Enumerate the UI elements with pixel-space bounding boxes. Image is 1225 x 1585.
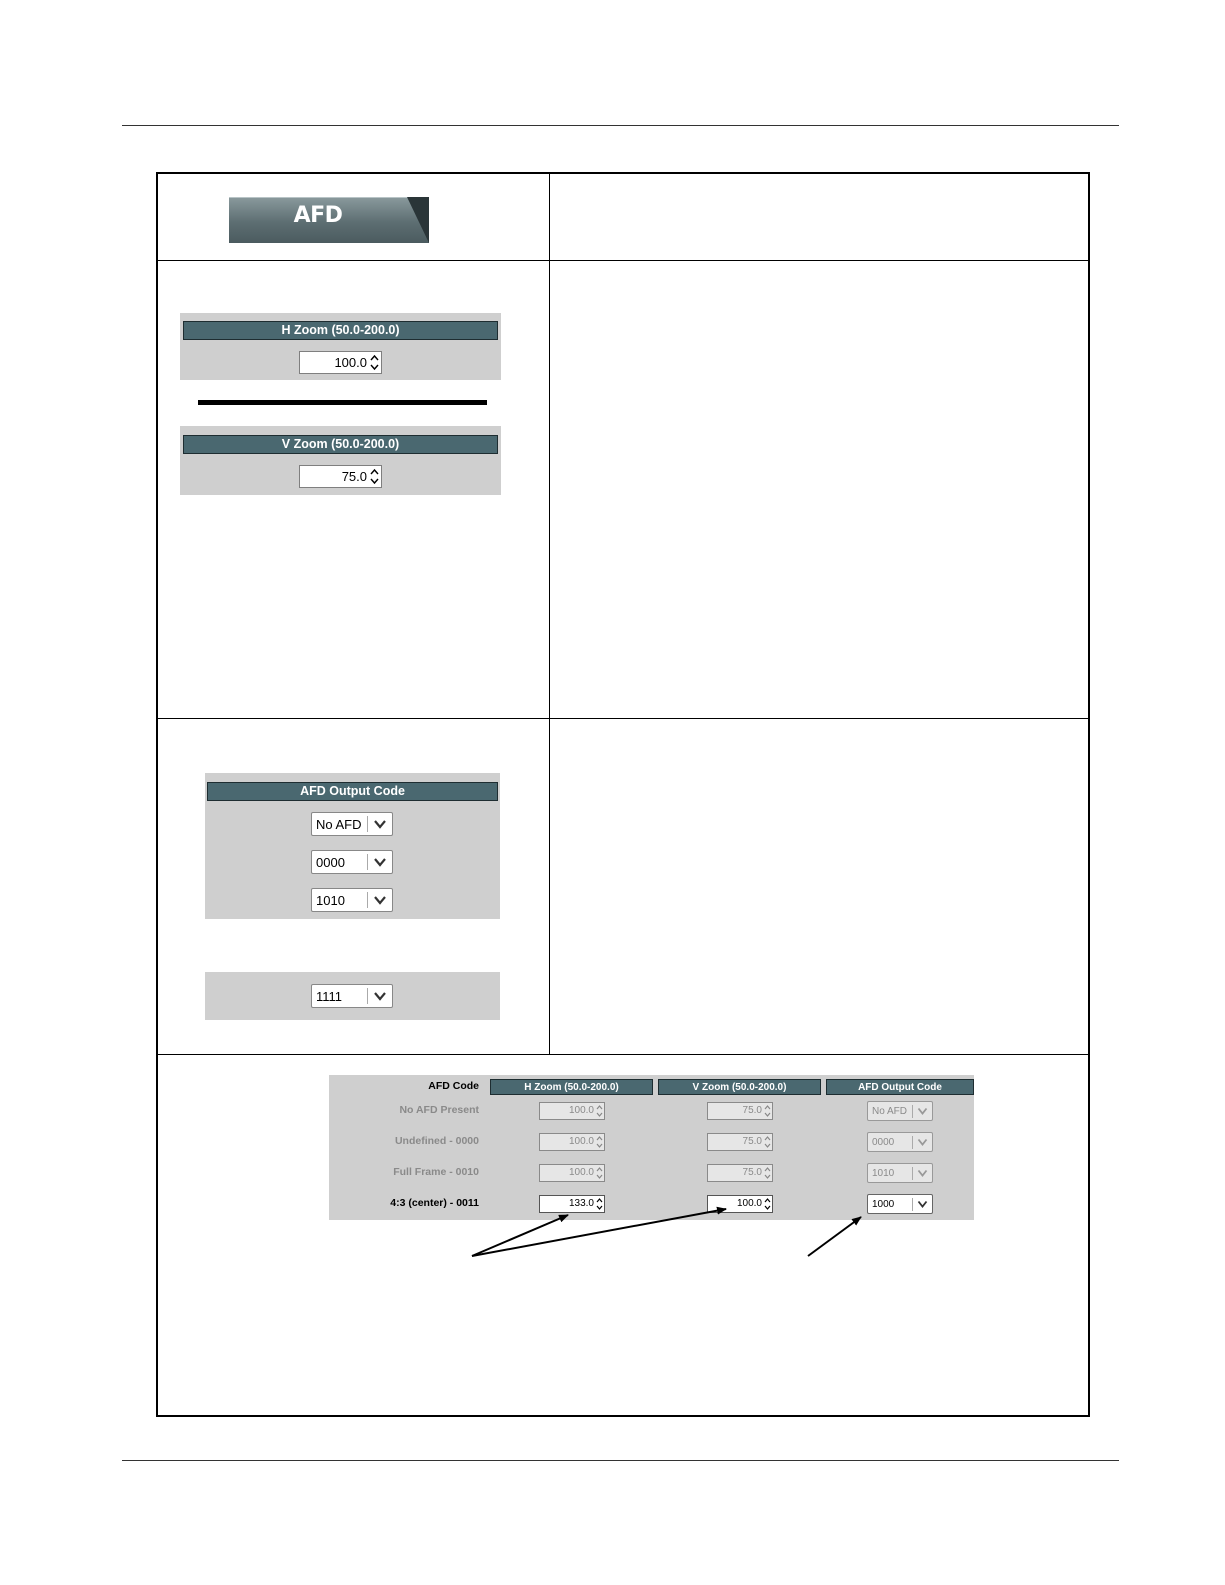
output-code-header: AFD Output Code <box>207 782 498 801</box>
bottom-rule <box>122 1460 1119 1461</box>
v-zoom-header: V Zoom (50.0-200.0) <box>183 435 498 454</box>
h-zoom-column-header: H Zoom (50.0-200.0) <box>490 1079 653 1095</box>
h-zoom-value: 100.0 <box>334 355 367 370</box>
select-value: No AFD <box>872 1106 908 1117</box>
row-divider-1 <box>157 260 1089 261</box>
h-zoom-spinner[interactable] <box>539 1195 605 1213</box>
output-code-select[interactable] <box>311 812 393 836</box>
spinner-arrows-icon[interactable] <box>764 1165 771 1181</box>
output-code-select[interactable] <box>867 1194 933 1214</box>
select-separator <box>367 854 368 870</box>
afd-code-label: Full Frame - 0010 <box>393 1166 479 1178</box>
output-code-select[interactable] <box>867 1163 933 1183</box>
spinner-value: 100.0 <box>736 1198 762 1209</box>
h-zoom-header: H Zoom (50.0-200.0) <box>183 321 498 340</box>
select-separator <box>367 892 368 908</box>
select-value: 0000 <box>316 855 345 870</box>
output-code-select[interactable] <box>311 984 393 1008</box>
spinner-value: 100.0 <box>568 1167 594 1178</box>
spinner-value: 100.0 <box>568 1105 594 1116</box>
afd-code-label: No AFD Present <box>399 1104 479 1116</box>
afd-code-label: Undefined - 0000 <box>394 1135 479 1147</box>
select-separator <box>912 1198 913 1211</box>
afd-tab[interactable] <box>229 197 429 243</box>
spinner-arrows-icon[interactable] <box>764 1103 771 1119</box>
spinner-arrows-icon[interactable] <box>370 353 379 372</box>
chevron-down-icon[interactable] <box>373 894 387 906</box>
v-zoom-spinner[interactable] <box>707 1164 773 1182</box>
select-value: 1000 <box>872 1199 895 1210</box>
select-value: 1010 <box>872 1168 895 1179</box>
row-divider-2 <box>157 718 1089 719</box>
spinner-arrows-icon[interactable] <box>596 1196 603 1212</box>
spinner-arrows-icon[interactable] <box>370 467 379 486</box>
select-separator <box>367 988 368 1004</box>
output-code-select[interactable] <box>867 1101 933 1121</box>
v-zoom-column-header: V Zoom (50.0-200.0) <box>658 1079 821 1095</box>
h-zoom-spinner[interactable] <box>539 1164 605 1182</box>
spinner-value: 75.0 <box>742 1167 762 1178</box>
afd-code-label: 4:3 (center) - 0011 <box>390 1197 479 1209</box>
spinner-value: 75.0 <box>742 1136 762 1147</box>
tab-notch <box>407 197 429 243</box>
output-code-select[interactable] <box>311 888 393 912</box>
column-divider <box>549 173 550 1054</box>
output-code-column-header: AFD Output Code <box>826 1079 974 1095</box>
select-value: No AFD <box>316 817 362 832</box>
select-value: 1010 <box>316 893 345 908</box>
afd-tab-label: AFD <box>293 203 343 228</box>
chevron-down-icon[interactable] <box>373 856 387 868</box>
select-separator <box>912 1167 913 1180</box>
chevron-down-icon[interactable] <box>917 1137 928 1147</box>
chevron-down-icon[interactable] <box>373 818 387 830</box>
spinner-value: 75.0 <box>742 1105 762 1116</box>
v-zoom-spinner[interactable] <box>299 465 382 488</box>
spinner-value: 100.0 <box>568 1136 594 1147</box>
v-zoom-spinner[interactable] <box>707 1133 773 1151</box>
select-value: 0000 <box>872 1137 895 1148</box>
row-divider-3 <box>157 1054 1089 1055</box>
h-zoom-spinner[interactable] <box>539 1102 605 1120</box>
v-zoom-spinner[interactable] <box>707 1102 773 1120</box>
top-rule <box>122 125 1119 126</box>
spinner-value: 133.0 <box>568 1198 594 1209</box>
select-separator <box>367 816 368 832</box>
spinner-arrows-icon[interactable] <box>764 1196 771 1212</box>
select-separator <box>912 1136 913 1149</box>
select-separator <box>912 1105 913 1118</box>
v-zoom-value: 75.0 <box>341 469 367 484</box>
chevron-down-icon[interactable] <box>917 1199 928 1209</box>
afd-code-column-header: AFD Code <box>428 1080 479 1092</box>
h-zoom-spinner[interactable] <box>299 351 382 374</box>
spinner-arrows-icon[interactable] <box>596 1103 603 1119</box>
output-code-select[interactable] <box>311 850 393 874</box>
spinner-arrows-icon[interactable] <box>764 1134 771 1150</box>
v-zoom-spinner[interactable] <box>707 1195 773 1213</box>
chevron-down-icon[interactable] <box>373 990 387 1002</box>
spinner-arrows-icon[interactable] <box>596 1134 603 1150</box>
select-value: 1111 <box>316 989 343 1004</box>
separator-bar <box>198 400 487 405</box>
chevron-down-icon[interactable] <box>917 1106 928 1116</box>
chevron-down-icon[interactable] <box>917 1168 928 1178</box>
output-code-select[interactable] <box>867 1132 933 1152</box>
spinner-arrows-icon[interactable] <box>596 1165 603 1181</box>
h-zoom-spinner[interactable] <box>539 1133 605 1151</box>
